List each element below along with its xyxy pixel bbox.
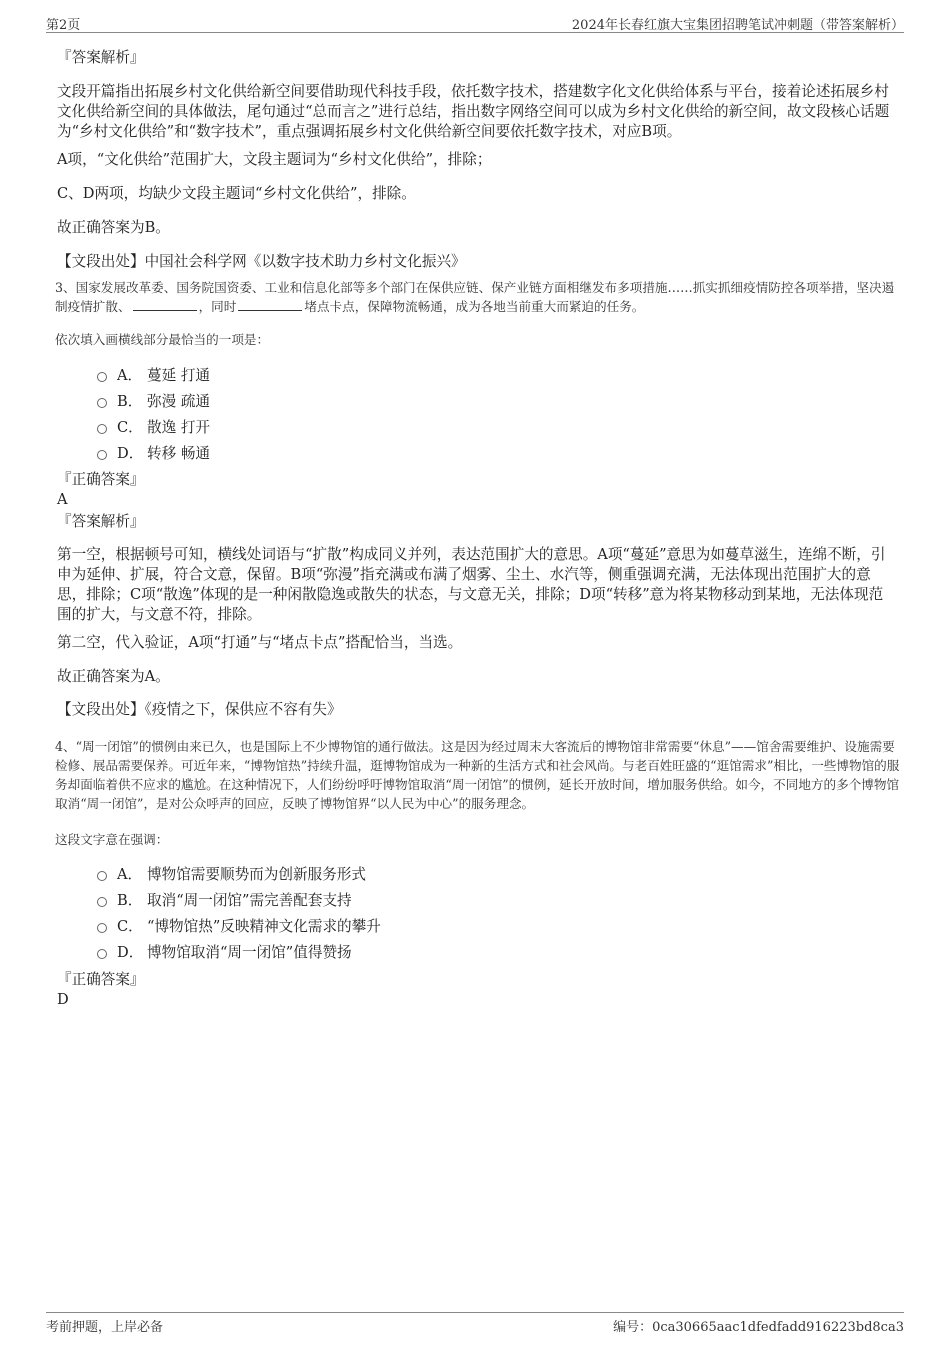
radio-icon[interactable] xyxy=(97,949,107,959)
q3-analysis-para2: 第二空，代入验证，A项“打通”与“堵点卡点”搭配恰当，当选。 xyxy=(57,634,463,651)
q3-blank-1 xyxy=(133,297,197,311)
q3-stem-part3: 堵点卡点，保障物流畅通，成为各地当前重大而紧迫的任务。 xyxy=(304,299,645,314)
q4-answer-label: 『正确答案』 xyxy=(57,971,145,988)
q4-option-c[interactable]: C． “博物馆热”反映精神文化需求的攀升 xyxy=(97,917,381,937)
q4-option-d[interactable]: D． 博物馆取消“周一闭馆”值得赞扬 xyxy=(97,943,352,963)
q3-option-c[interactable]: C． 散逸 打开 xyxy=(97,418,210,438)
q3-blank-2 xyxy=(238,297,302,311)
radio-icon[interactable] xyxy=(97,450,107,460)
q2-analysis-para2: A项，“文化供给”范围扩大，文段主题词为“乡村文化供给”，排除； xyxy=(57,151,492,168)
q3-prompt: 依次填入画横线部分最恰当的一项是： xyxy=(55,332,270,347)
q3-analysis-para3: 故正确答案为A。 xyxy=(57,668,170,685)
q2-analysis-para4: 故正确答案为B。 xyxy=(57,219,170,236)
q3-answer-label: 『正确答案』 xyxy=(57,471,145,488)
q3-stem-part1: 3、国家发展改革委、国务院国资委、工业和信息化部等多个部门在保供应链、保产业链方面相继发布多项措施……抓实抓细疫情防控各项举措，坚决遏制疫情扩散、 xyxy=(55,280,895,314)
q3-option-a[interactable]: A． 蔓延 打通 xyxy=(97,366,210,386)
radio-icon[interactable] xyxy=(97,372,107,382)
q4-option-b[interactable]: B． 取消“周一闭馆”需完善配套支持 xyxy=(97,891,352,911)
q3-analysis-label: 『答案解析』 xyxy=(57,513,145,530)
q3-source: 【文段出处】《疫情之下，保供应不容有失》 xyxy=(57,701,342,718)
page-footer xyxy=(46,1312,904,1335)
document-title: 2024年长春红旗大宝集团招聘笔试冲刺题（带答案解析） xyxy=(571,18,904,33)
q3-option-b[interactable]: B． 弥漫 疏通 xyxy=(97,392,210,412)
q4-stem: 4、“周一闭馆”的惯例由来已久，也是国际上不少博物馆的通行做法。这是因为经过周末大客流后的博物馆非常需要“休息”——馆舍需要维护、设施需要检修、展品需要保养。可近年来，“博物馆热”持续升温，逛博物馆成为一种新的生活方式和社会风尚。与老百姓旺盛的“逛馆需求”相比，一些博物馆的服务却面临着供不应求的尴尬。在这种情况下，人们纷纷呼吁博物馆取消“周一闭馆”的惯例，延长开放时间，增加服务供给。如今，不同地方的多个博物馆取消“周一闭馆”，是对公众呼声的回应，反映了博物馆界“以人民为中心”的服务理念。 xyxy=(55,739,900,811)
radio-icon[interactable] xyxy=(97,424,107,434)
q3-stem xyxy=(55,278,900,316)
q2-analysis-label: 『答案解析』 xyxy=(57,49,145,66)
footer-serial: 编号：0ca30665aac1dfedfadd916223bd8ca3 xyxy=(613,1320,904,1335)
q3-option-d[interactable]: D． 转移 畅通 xyxy=(97,444,210,464)
q4-prompt: 这段文字意在强调： xyxy=(55,832,169,847)
radio-icon[interactable] xyxy=(97,923,107,933)
page-number: 第2页 xyxy=(46,18,81,33)
q2-source: 【文段出处】中国社会科学网《以数字技术助力乡村文化振兴》 xyxy=(57,253,466,270)
footer-slogan: 考前押题，上岸必备 xyxy=(46,1320,164,1335)
radio-icon[interactable] xyxy=(97,398,107,408)
radio-icon[interactable] xyxy=(97,897,107,907)
q2-analysis-para1: 文段开篇指出拓展乡村文化供给新空间要借助现代科技手段，依托数字技术，搭建数字化文化供给体系与平台，接着论述拓展乡村文化供给新空间的具体做法，尾句通过“总而言之”进行总结，指出数字网络空间可以成为乡村文化供给的新空间，故文段核心话题为“乡村文化供给”和“数字技术”，重点强调拓展乡村文化供给新空间要依托数字技术，对应B项。 xyxy=(57,83,890,140)
page-header xyxy=(46,12,904,33)
q3-analysis-para1: 第一空，根据顿号可知，横线处词语与“扩散”构成同义并列，表达范围扩大的意思。A项“蔓延”意思为如蔓草滋生，连绵不断，引申为延伸、扩展，符合文意，保留。B项“弥漫”指充满或布满了烟雾、尘土、水汽等，侧重强调充满，无法体现出范围扩大的意思，排除；C项“散逸”体现的是一种闲散隐逸或散失的状态，与文意无关，排除；D项“转移”意为将某物移动到某地，无法体现范围的扩大，与文意不符，排除。 xyxy=(57,546,886,623)
q3-stem-part2: ，同时 xyxy=(198,299,237,314)
q4-option-a[interactable]: A． 博物馆需要顺势而为创新服务形式 xyxy=(97,865,366,885)
radio-icon[interactable] xyxy=(97,871,107,881)
q3-answer: A xyxy=(57,491,68,508)
q4-answer: D xyxy=(57,991,69,1008)
q2-analysis-para3: C、D两项，均缺少文段主题词“乡村文化供给”，排除。 xyxy=(57,185,416,202)
